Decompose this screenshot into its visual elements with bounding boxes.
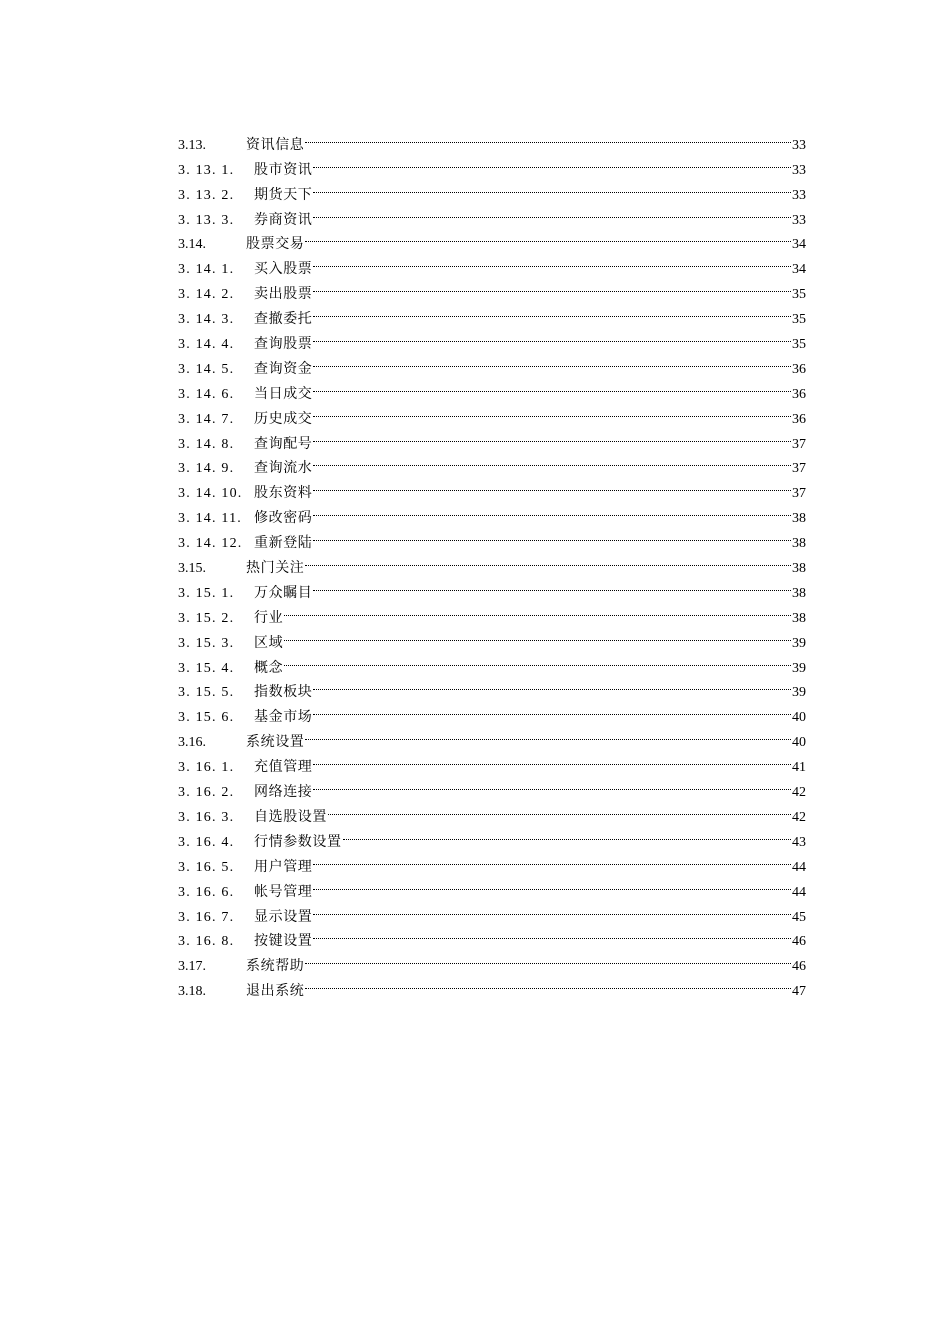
toc-entry-number: 3. 16. 6. bbox=[178, 884, 235, 900]
toc-entry-number: 3.17. bbox=[178, 959, 206, 975]
toc-dot-leader bbox=[313, 199, 791, 224]
toc-entry-number: 3. 14. 3. bbox=[178, 312, 235, 328]
toc-entry-title: 概念 bbox=[254, 659, 284, 676]
toc-entry-number: 3.16. bbox=[178, 735, 206, 751]
toc-dot-leader bbox=[313, 921, 791, 946]
toc-entry-page: 36 bbox=[792, 361, 806, 377]
toc-entry-number: 3. 16. 5. bbox=[178, 859, 235, 875]
toc-entry-page: 47 bbox=[792, 984, 806, 1000]
toc-entry-number: 3.18. bbox=[178, 984, 206, 1000]
toc-entry-number: 3. 15. 2. bbox=[178, 610, 235, 626]
toc-entry-page: 46 bbox=[792, 934, 806, 950]
toc-dot-leader bbox=[313, 846, 791, 871]
toc-entry[interactable] bbox=[178, 124, 806, 153]
toc-entry-title: 显示设置 bbox=[254, 908, 313, 925]
toc-dot-leader bbox=[313, 373, 791, 398]
toc-dot-leader bbox=[313, 248, 791, 273]
toc-entry-title: 充值管理 bbox=[254, 759, 313, 776]
toc-entry-page: 43 bbox=[792, 834, 806, 850]
toc-entry-page: 35 bbox=[792, 287, 806, 303]
toc-entry-number: 3. 15. 6. bbox=[178, 710, 235, 726]
toc-entry-page: 33 bbox=[792, 137, 806, 153]
toc-entry-page: 39 bbox=[792, 635, 806, 651]
toc-entry-number: 3. 16. 8. bbox=[178, 934, 235, 950]
toc-entry-number: 3. 14. 12. bbox=[178, 536, 243, 552]
toc-entry-title: 热门关注 bbox=[246, 560, 305, 577]
toc-entry-title: 万众瞩目 bbox=[254, 584, 313, 601]
toc-entry-number: 3. 15. 3. bbox=[178, 635, 235, 651]
toc-entry-number: 3.13. bbox=[178, 137, 206, 153]
toc-entry-title: 查撤委托 bbox=[254, 311, 313, 328]
toc-entry-page: 38 bbox=[792, 511, 806, 527]
toc-entry-number: 3. 16. 2. bbox=[178, 785, 235, 801]
toc-entry-page: 44 bbox=[792, 884, 806, 900]
toc-entry-page: 35 bbox=[792, 337, 806, 353]
toc-entry-number: 3. 15. 4. bbox=[178, 660, 235, 676]
toc-dot-leader bbox=[305, 721, 791, 746]
toc-entry-title: 历史成交 bbox=[254, 410, 313, 427]
toc-entry-title: 用户管理 bbox=[254, 858, 313, 875]
toc-dot-leader bbox=[284, 622, 791, 647]
toc-entry-title: 买入股票 bbox=[254, 261, 313, 278]
toc-entry-page: 39 bbox=[792, 685, 806, 701]
toc-entry-number: 3. 14. 8. bbox=[178, 436, 235, 452]
toc-entry-title: 查询配号 bbox=[254, 435, 313, 452]
toc-entry-title: 查询资金 bbox=[254, 360, 313, 377]
toc-dot-leader bbox=[313, 472, 791, 497]
toc-entry-page: 42 bbox=[792, 809, 806, 825]
toc-dot-leader bbox=[313, 323, 791, 348]
toc-entry-page: 34 bbox=[792, 262, 806, 278]
toc-entry-page: 33 bbox=[792, 187, 806, 203]
toc-entry-title: 卖出股票 bbox=[254, 286, 313, 303]
toc-entry-number: 3. 14. 4. bbox=[178, 337, 235, 353]
toc-dot-leader bbox=[313, 746, 791, 771]
toc-dot-leader bbox=[284, 647, 791, 672]
toc-dot-leader bbox=[305, 124, 791, 149]
toc-entry-page: 44 bbox=[792, 859, 806, 875]
toc-entry-page: 36 bbox=[792, 386, 806, 402]
table-of-contents bbox=[178, 124, 806, 1000]
toc-entry-title: 股东资料 bbox=[254, 485, 313, 502]
toc-entry-page: 36 bbox=[792, 411, 806, 427]
toc-dot-leader bbox=[313, 771, 791, 796]
toc-entry-title: 按键设置 bbox=[254, 933, 313, 950]
toc-entry-page: 33 bbox=[792, 212, 806, 228]
toc-entry-number: 3. 14. 10. bbox=[178, 486, 243, 502]
toc-entry-page: 37 bbox=[792, 486, 806, 502]
toc-dot-leader bbox=[313, 149, 791, 174]
toc-entry-page: 46 bbox=[792, 959, 806, 975]
toc-entry-number: 3.15. bbox=[178, 561, 206, 577]
toc-entry-title: 自选股设置 bbox=[254, 808, 327, 825]
toc-entry-number: 3. 13. 1. bbox=[178, 162, 235, 178]
toc-entry-number: 3. 14. 11. bbox=[178, 511, 242, 527]
toc-entry-page: 41 bbox=[792, 760, 806, 776]
toc-entry-title: 查询股票 bbox=[254, 336, 313, 353]
toc-entry-number: 3. 13. 3. bbox=[178, 212, 235, 228]
toc-dot-leader bbox=[305, 945, 791, 970]
toc-dot-leader bbox=[313, 672, 791, 697]
toc-entry-title: 当日成交 bbox=[254, 385, 313, 402]
toc-entry-title: 系统设置 bbox=[246, 734, 305, 751]
toc-entry-page: 39 bbox=[792, 660, 806, 676]
toc-dot-leader bbox=[313, 348, 791, 373]
toc-entry-page: 42 bbox=[792, 785, 806, 801]
toc-dot-leader bbox=[305, 224, 791, 249]
toc-dot-leader bbox=[313, 497, 791, 522]
toc-entry-title: 帐号管理 bbox=[254, 883, 313, 900]
toc-dot-leader bbox=[284, 597, 791, 622]
toc-entry-page: 40 bbox=[792, 710, 806, 726]
toc-dot-leader bbox=[343, 821, 791, 846]
toc-entry-title: 系统帮助 bbox=[246, 958, 305, 975]
toc-entry-page: 33 bbox=[792, 162, 806, 178]
toc-entry-page: 34 bbox=[792, 237, 806, 253]
toc-entry-page: 37 bbox=[792, 436, 806, 452]
toc-entry-number: 3. 14. 6. bbox=[178, 386, 235, 402]
toc-entry-title: 修改密码 bbox=[254, 510, 313, 527]
toc-dot-leader bbox=[313, 696, 791, 721]
toc-entry-title: 区域 bbox=[254, 634, 284, 651]
toc-entry-number: 3. 14. 1. bbox=[178, 262, 235, 278]
toc-entry-number: 3. 15. 1. bbox=[178, 585, 235, 601]
toc-dot-leader bbox=[313, 522, 791, 547]
toc-dot-leader bbox=[305, 547, 791, 572]
toc-dot-leader bbox=[313, 423, 791, 448]
toc-entry-number: 3. 15. 5. bbox=[178, 685, 235, 701]
toc-dot-leader bbox=[313, 896, 791, 921]
toc-entry-title: 查询流水 bbox=[254, 460, 313, 477]
toc-entry-number: 3. 16. 4. bbox=[178, 834, 235, 850]
toc-entry-page: 40 bbox=[792, 735, 806, 751]
toc-entry-title: 指数板块 bbox=[254, 684, 313, 701]
toc-entry-title: 期货天下 bbox=[254, 186, 313, 203]
toc-entry-number: 3. 14. 2. bbox=[178, 287, 235, 303]
toc-entry-number: 3. 16. 3. bbox=[178, 809, 235, 825]
toc-entry-number: 3. 14. 9. bbox=[178, 461, 235, 477]
toc-dot-leader bbox=[313, 448, 791, 473]
toc-entry-number: 3. 16. 1. bbox=[178, 760, 235, 776]
toc-entry-title: 重新登陆 bbox=[254, 535, 313, 552]
toc-dot-leader bbox=[305, 970, 791, 995]
toc-entry-title: 股市资讯 bbox=[254, 161, 313, 178]
toc-entry-title: 基金市场 bbox=[254, 709, 313, 726]
toc-entry-page: 38 bbox=[792, 536, 806, 552]
toc-dot-leader bbox=[328, 796, 791, 821]
toc-entry-page: 35 bbox=[792, 312, 806, 328]
toc-dot-leader bbox=[313, 871, 791, 896]
toc-entry-page: 45 bbox=[792, 909, 806, 925]
toc-dot-leader bbox=[313, 298, 791, 323]
toc-entry-title: 行业 bbox=[254, 609, 284, 626]
toc-dot-leader bbox=[313, 273, 791, 298]
toc-entry-number: 3.14. bbox=[178, 237, 206, 253]
toc-entry-page: 38 bbox=[792, 585, 806, 601]
toc-entry-page: 37 bbox=[792, 461, 806, 477]
toc-dot-leader bbox=[313, 398, 791, 423]
toc-entry-title: 券商资讯 bbox=[254, 211, 313, 228]
toc-entry-title: 退出系统 bbox=[246, 983, 305, 1000]
toc-entry-title: 资讯信息 bbox=[246, 136, 305, 153]
toc-entry-page: 38 bbox=[792, 561, 806, 577]
toc-dot-leader bbox=[313, 572, 791, 597]
toc-entry-number: 3. 14. 7. bbox=[178, 411, 235, 427]
toc-entry-number: 3. 16. 7. bbox=[178, 909, 235, 925]
toc-dot-leader bbox=[313, 174, 791, 199]
toc-entry-number: 3. 13. 2. bbox=[178, 187, 235, 203]
toc-entry-title: 股票交易 bbox=[246, 236, 305, 253]
toc-entry-number: 3. 14. 5. bbox=[178, 361, 235, 377]
toc-entry-title: 行情参数设置 bbox=[254, 833, 342, 850]
toc-entry-page: 38 bbox=[792, 610, 806, 626]
toc-entry-title: 网络连接 bbox=[254, 784, 313, 801]
